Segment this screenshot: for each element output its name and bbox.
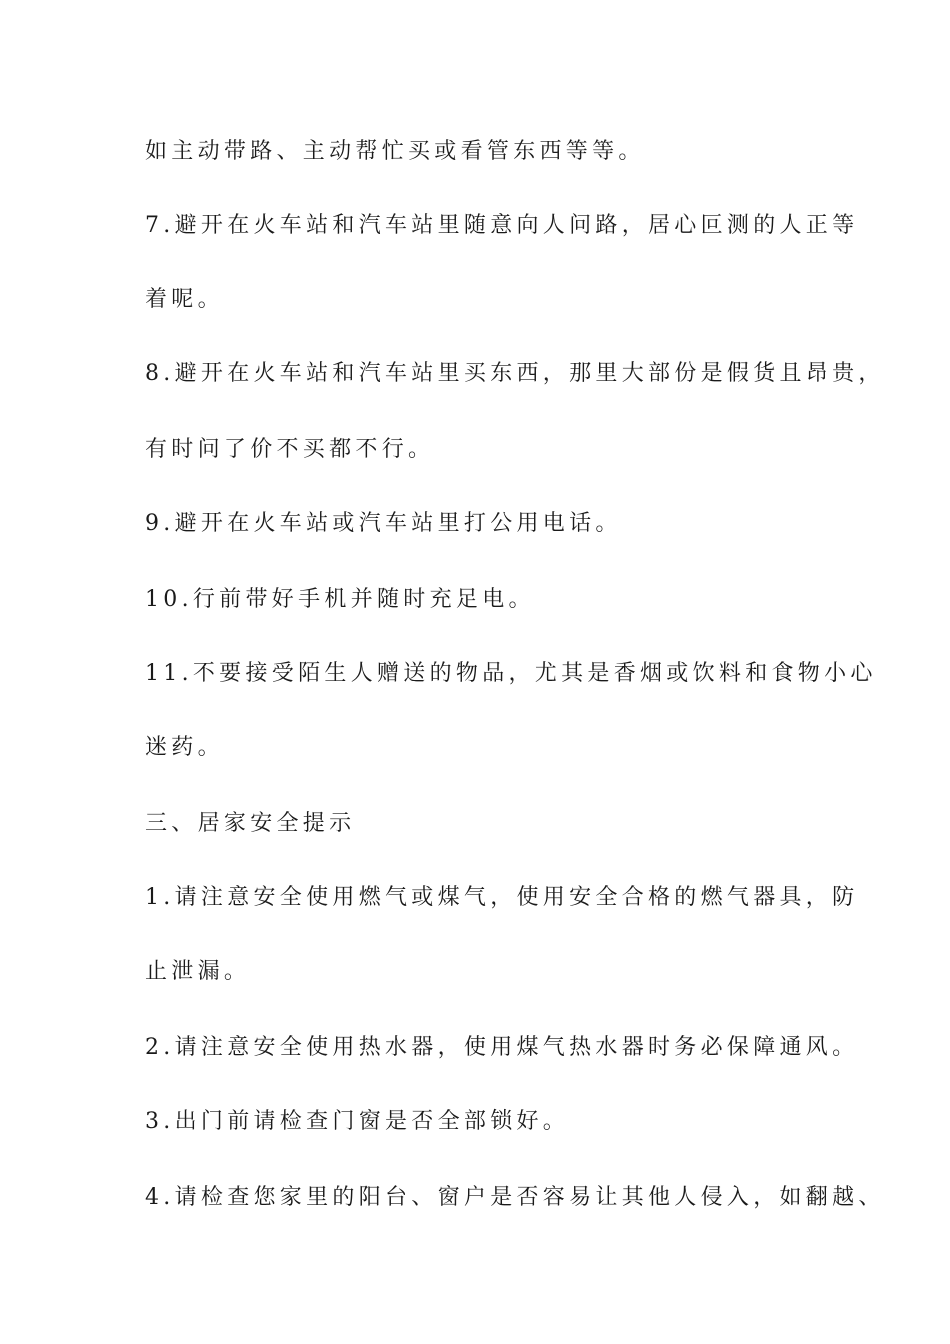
text-line: 迷药。 (145, 735, 224, 760)
text-line: 4.请检查您家里的阳台、窗户是否容易让其他人侵入，如翻越、 (145, 1185, 885, 1210)
section-heading: 三、居家安全提示 (145, 811, 356, 836)
text-line: 9.避开在火车站或汽车站里打公用电话。 (145, 511, 622, 536)
text-line: 2.请注意安全使用热水器，使用煤气热水器时务必保障通风。 (145, 1035, 859, 1060)
text-line: 8.避开在火车站和汽车站里买东西，那里大部份是假货且昂贵， (145, 361, 885, 386)
text-line: 如主动带路、主动帮忙买或看管东西等等。 (145, 139, 645, 164)
text-line: 10.行前带好手机并随时充足电。 (145, 587, 535, 612)
text-line: 1.请注意安全使用燃气或煤气，使用安全合格的燃气器具，防 (145, 885, 859, 910)
text-line: 7.避开在火车站和汽车站里随意向人问路，居心叵测的人正等 (145, 213, 859, 238)
text-line: 着呢。 (145, 287, 224, 312)
text-line: 3.出门前请检查门窗是否全部锁好。 (145, 1109, 570, 1134)
text-line: 11.不要接受陌生人赠送的物品，尤其是香烟或饮料和食物小心 (145, 661, 877, 686)
text-line: 有时问了价不买都不行。 (145, 437, 435, 462)
text-line: 止泄漏。 (145, 959, 251, 984)
